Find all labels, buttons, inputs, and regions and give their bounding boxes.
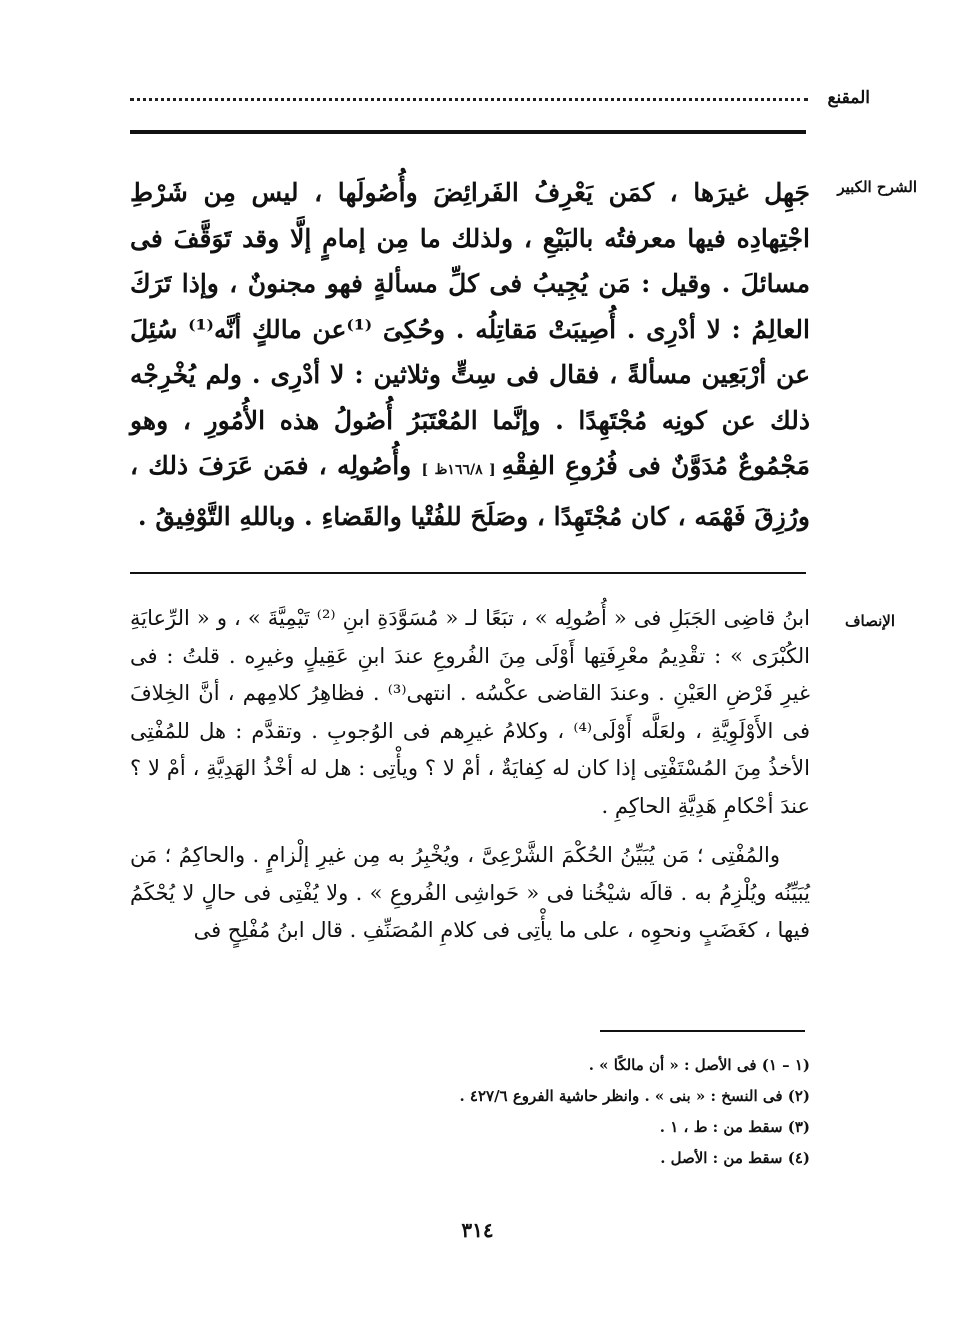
insaf-text [130,600,810,950]
footnotes [210,1050,810,1174]
sharh-paragraph [130,170,810,539]
footnote-rule [600,1030,805,1032]
footnote: (٢) فى النسخ : « بنى » . وانظر حاشية الفروع ٤٢٧/٦ . [459,1087,810,1105]
dotted-leader [130,98,808,101]
manuscript-page-ref: [ ١٦٦/٨ظ ] [421,462,496,478]
header-rule [130,130,806,134]
footnote: (٤) سقط من : الأصل . [660,1149,810,1167]
footnote: (١ – ١) فى الأصل : « أن مالكًا » . [588,1056,810,1074]
footnote: (٣) سقط من : ط ، ١ . [659,1118,810,1136]
insaf-paragraph: ابنُ قاضِى الجَبَلِ فى « أُصُولِه » ، تبَعًا لـ « مُسَوَّدَةِ ابنِ ⁽²⁾ تَيْمِيَّةَ » ، و « الرِّعايَةِ الكُبْرَى » : تقْدِيمُ معْرِفَتِها أَوْلَى مِنَ الفُروعِ عندَ ابنِ عَقِيلٍ وغيرِه . قلتُ : فى غيرِ فَرْضِ العَيْنِ . وعندَ القاضى عكْسُه . انتهى⁽³⁾ . فظاهِرُ كلامِهم ، أنَّ الخِلافَ فى الأَوْلَوِيَّةِ ، ولعَلَّه أَوْلَى⁽⁴⁾ ، وكلامُ غيرِهم فى الوُجوبِ . وتقدَّم : هل للمُفْتِى الأخذُ مِنَ المُسْتَفْتِى إذا كان له كِفايَةٌ ، أمْ لا ؟ ويأْتِى : هل له أخْذُ الهَدِيَّةِ ، أمْ لا ؟ عندَ أحْكامِ هَدِيَّةِ الحاكِمِ . [130,606,810,818]
running-title: المقنع [827,88,870,108]
section-divider [130,572,806,574]
sharh-text-main: جَهِل غيرَها ، كمَن يَعْرِفُ الفَرائِضَ وأُصُولَها ، ليس مِن شَرْطِ اجْتِهادِه فيها معرفتُه بالبَيْعِ ، ولذلك ما مِن إمامٍ إلَّا وقد تَوَقَّفَ فى مسائلَ . وقيل : مَن يُجِيبُ فى كلِّ مسألةٍ فهو مجنونٌ ، وإذا تَرَكَ العالِمُ : لا أدْرِى . أُصِيبَتْ مَقاتِلُه . وحُكِىَ ⁽¹⁾عن مالكٍ أنَّه⁽¹⁾ سُئِلَ عن أرْبَعِين مسألةً ، فقال فى سِتٍّ وثلاثين : لا أدْرِى . ولم يُخْرِجْه ذلك عن كونِه مُجْتَهِدًا . وإنَّما المُعْتَبَرُ أُصُولُ هذه الأُمُورِ ، وهو مَجْمُوعٌ مُدَوَّنٌ فى فُرُوعِ الفِقْهِ [130,178,811,480]
sharh-text [130,170,810,539]
insaf-paragraph: والمُفْتِى ؛ مَن يُبَيِّنُ الحُكْمَ الشَّرْعِىَّ ، ويُخْبِرُ به مِن غيرِ إلْزامٍ . والحاكِمُ ؛ مَن يُبَيِّنُه ويُلْزِمُ به . قالَه شيْخُنا فى « حَواشِى الفُروعِ » . ولا يُفْتِى فى حالٍ لا يُحْكَمُ فيها ، كغَضَبٍ ونحوِه ، على ما يأْتِى فى كلامِ المُصَنِّفِ . قال ابنُ مُفْلِحٍ فى [130,843,810,942]
running-head [130,88,870,118]
insaf-section-label: الإنصاف [844,612,895,630]
sharh-section-label: الشرح الكبير [837,178,917,196]
page-number: ٣١٤ [461,1218,494,1242]
sharh-text-continued: وأُصُولِه ، فمَن عَرَفَ ذلك ، ورُزِقَ فَهْمَه ، كان مُجْتَهِدًا ، وصَلَحَ للفُتْيا والقَضاءِ . وباللهِ التَّوْفِيقُ . [130,451,810,531]
